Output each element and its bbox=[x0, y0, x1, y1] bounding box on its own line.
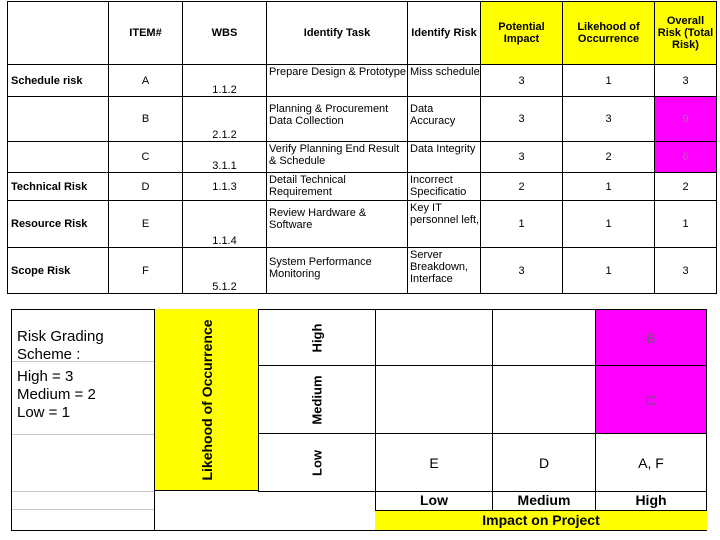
row-category: Schedule risk bbox=[8, 65, 109, 97]
matrix-cell-high-high bbox=[595, 309, 707, 366]
header-wbs: WBS bbox=[183, 2, 267, 65]
row-impact: 3 bbox=[481, 142, 563, 173]
row-likelihood: 2 bbox=[563, 142, 655, 173]
table-row bbox=[8, 248, 717, 294]
grading-level: Medium = 2 bbox=[17, 386, 96, 403]
row-likelihood: 1 bbox=[563, 65, 655, 97]
row-impact: 3 bbox=[481, 248, 563, 294]
row-risk: Incorrect Specificatio bbox=[408, 173, 481, 201]
row-category: Resource Risk bbox=[8, 201, 109, 248]
row-risk: Data Integrity bbox=[408, 142, 481, 173]
grading-scheme bbox=[12, 310, 154, 474]
row-risk: Key IT personnel left, bbox=[408, 201, 481, 248]
table-header-row bbox=[8, 2, 717, 65]
grading-level: Low = 1 bbox=[12, 404, 154, 435]
row-item: E bbox=[109, 201, 183, 248]
level-high-label: High bbox=[309, 323, 325, 352]
row-risk: Miss schedule bbox=[408, 65, 481, 97]
row-impact: 3 bbox=[481, 65, 563, 97]
header-overall: Overall Risk (Total Risk) bbox=[655, 2, 717, 65]
cell-label: C bbox=[645, 391, 657, 408]
level-high bbox=[258, 309, 376, 366]
row-wbs: 1.1.2 bbox=[183, 65, 267, 97]
row-wbs: 1.1.3 bbox=[183, 173, 267, 201]
impact-level-high: High bbox=[635, 492, 667, 508]
header-item: ITEM# bbox=[109, 2, 183, 65]
row-overall: 1 bbox=[655, 201, 717, 248]
row-category bbox=[8, 142, 109, 173]
row-item: B bbox=[109, 97, 183, 142]
divider bbox=[492, 491, 493, 510]
row-likelihood: 1 bbox=[563, 173, 655, 201]
likelihood-axis-label: Likehood of Occurrence bbox=[198, 318, 215, 481]
header-task: Identify Task bbox=[267, 2, 408, 65]
header-risk: Identify Risk bbox=[408, 2, 481, 65]
row-overall: 3 bbox=[655, 248, 717, 294]
matrix-cell-low-low bbox=[375, 433, 493, 492]
row-task: Verify Planning End Result & Schedule bbox=[267, 142, 408, 173]
risk-matrix bbox=[11, 309, 707, 531]
matrix-cell-medium-high bbox=[595, 365, 707, 434]
matrix-cell-low-high bbox=[595, 433, 707, 492]
row-task: Review Hardware & Software bbox=[267, 201, 408, 248]
impact-level-medium: Medium bbox=[517, 492, 571, 508]
impact-axis-label: Impact on Project bbox=[375, 510, 707, 530]
matrix-cell-medium-low bbox=[375, 365, 493, 434]
level-medium bbox=[258, 365, 376, 434]
level-medium-label: Medium bbox=[309, 374, 325, 425]
row-impact: 3 bbox=[481, 97, 563, 142]
row-item: C bbox=[109, 142, 183, 173]
table-row bbox=[8, 201, 717, 248]
divider bbox=[375, 491, 376, 510]
matrix-cell-high-medium bbox=[492, 309, 596, 366]
level-low bbox=[258, 433, 376, 492]
row-risk: Server Breakdown, Interface bbox=[408, 248, 481, 294]
row-item: F bbox=[109, 248, 183, 294]
impact-level-low: Low bbox=[420, 492, 448, 508]
row-overall: 9 bbox=[655, 97, 717, 142]
grading-title: Risk Grading Scheme : bbox=[12, 310, 154, 362]
divider bbox=[595, 491, 596, 510]
divider bbox=[12, 491, 154, 492]
header-impact: Potential Impact bbox=[481, 2, 563, 65]
row-task: Prepare Design & Prototype bbox=[267, 65, 408, 97]
likelihood-axis bbox=[155, 309, 259, 491]
row-overall: 3 bbox=[655, 65, 717, 97]
cell-label: A, F bbox=[638, 454, 664, 471]
divider bbox=[12, 509, 154, 510]
row-likelihood: 1 bbox=[563, 248, 655, 294]
row-task: Detail Technical Requirement bbox=[267, 173, 408, 201]
row-item: A bbox=[109, 65, 183, 97]
level-low-label: Low bbox=[309, 449, 325, 476]
row-category: Scope Risk bbox=[8, 248, 109, 294]
row-wbs: 3.1.1 bbox=[183, 142, 267, 173]
matrix-cell-low-medium bbox=[492, 433, 596, 492]
row-overall: 2 bbox=[655, 173, 717, 201]
cell-label: E bbox=[429, 454, 439, 471]
row-task: System Performance Monitoring bbox=[267, 248, 408, 294]
row-overall: 6 bbox=[655, 142, 717, 173]
grading-level: High = 3 bbox=[17, 368, 74, 385]
row-impact: 2 bbox=[481, 173, 563, 201]
table-row bbox=[8, 142, 717, 173]
header-category bbox=[8, 2, 109, 65]
row-risk: Data Accuracy bbox=[408, 97, 481, 142]
table-row bbox=[8, 97, 717, 142]
table-row bbox=[8, 65, 717, 97]
row-wbs: 5.1.2 bbox=[183, 248, 267, 294]
cell-label: B bbox=[646, 329, 656, 346]
header-likelihood: Likehood of Occurrence bbox=[563, 2, 655, 65]
row-likelihood: 1 bbox=[563, 201, 655, 248]
row-wbs: 2.1.2 bbox=[183, 97, 267, 142]
matrix-cell-medium-medium bbox=[492, 365, 596, 434]
row-category bbox=[8, 97, 109, 142]
row-category: Technical Risk bbox=[8, 173, 109, 201]
row-task: Planning & Procurement Data Collection bbox=[267, 97, 408, 142]
row-likelihood: 3 bbox=[563, 97, 655, 142]
table-row bbox=[8, 173, 717, 201]
row-item: D bbox=[109, 173, 183, 201]
row-wbs: 1.1.4 bbox=[183, 201, 267, 248]
cell-label: D bbox=[538, 454, 550, 471]
matrix-cell-high-low bbox=[375, 309, 493, 366]
row-impact: 1 bbox=[481, 201, 563, 248]
risk-register-table bbox=[7, 1, 717, 294]
